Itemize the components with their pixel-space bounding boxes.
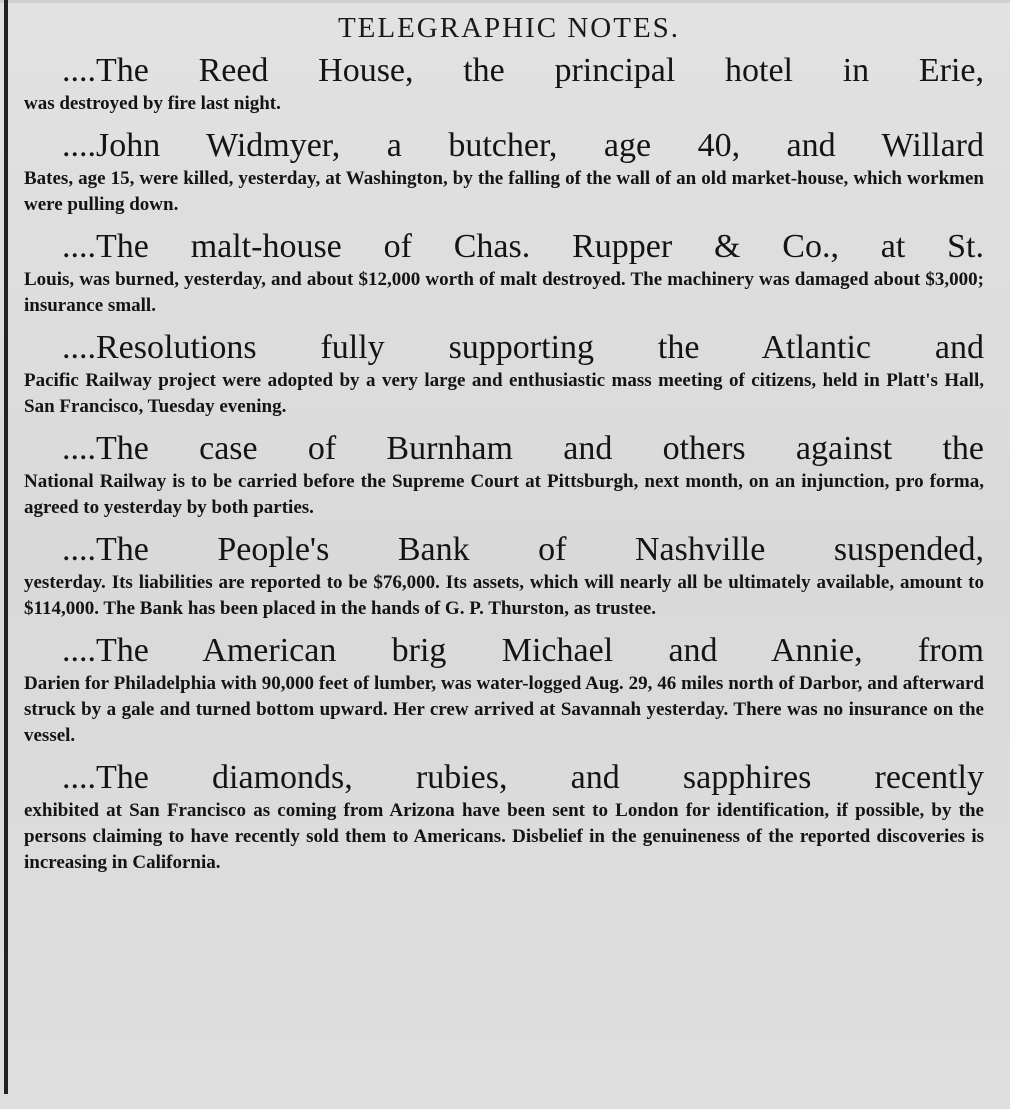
article-column — [24, 12, 984, 885]
news-item-lead: ....The case of Burnham and others against the — [62, 430, 984, 467]
news-item-body: Darien for Philadelphia with 90,000 feet of lumber, was water-logged Aug. 29, 46 miles north of Darbor, and afterward struck by a gale and turned bottom upward. Her crew arrived at Savannah yesterday. There was no insurance on the vessel. — [24, 673, 984, 746]
news-item — [24, 429, 984, 521]
news-item — [24, 126, 984, 218]
news-item-lead: ....Resolutions fully supporting the Atlantic and — [62, 329, 984, 366]
column-rule — [4, 0, 8, 1094]
news-item-lead: ....John Widmyer, a butcher, age 40, and Willard — [62, 127, 984, 164]
top-edge — [0, 0, 1010, 3]
news-item — [24, 227, 984, 319]
news-item-body: Pacific Railway project were adopted by a very large and enthusiastic mass meeting of citizens, held in Platt's Hall, San Francisco, Tuesday evening. — [24, 370, 984, 417]
news-item-body: Bates, age 15, were killed, yesterday, at Washington, by the falling of the wall of an old market-house, which workmen were pulling down. — [24, 168, 984, 215]
news-item — [24, 631, 984, 749]
news-item-body: was destroyed by fire last night. — [24, 93, 281, 114]
news-item-body: yesterday. Its liabilities are reported to be $76,000. Its assets, which will nearly all be ultimately available, amount to $114,000. The Bank has been placed in the hands of G. P. Thurston, as trustee. — [24, 572, 984, 619]
news-item — [24, 758, 984, 876]
news-item-body: exhibited at San Francisco as coming from Arizona have been sent to London for identification, if possible, by the persons claiming to have recently sold them to Americans. Disbelief in the genuineness of the reported discoveries is increasing in California. — [24, 800, 984, 873]
news-item-lead: ....The People's Bank of Nashville suspended, — [62, 531, 984, 568]
news-item-lead: ....The diamonds, rubies, and sapphires recently — [62, 759, 984, 796]
news-item-body: National Railway is to be carried before the Supreme Court at Pittsburgh, next month, on an injunction, pro forma, agreed to yesterday by both parties. — [24, 471, 984, 518]
news-item — [24, 51, 984, 117]
news-item-lead: ....The malt-house of Chas. Rupper & Co., at St. — [62, 228, 984, 265]
news-item-lead: ....The American brig Michael and Annie, from — [62, 632, 984, 669]
section-heading: TELEGRAPHIC NOTES. — [337, 12, 681, 44]
news-item-lead: ....The Reed House, the principal hotel in Erie, — [62, 52, 984, 89]
news-item-body: Louis, was burned, yesterday, and about $12,000 worth of malt destroyed. The machinery was damaged about $3,000; insurance small. — [24, 269, 984, 316]
news-item — [24, 328, 984, 420]
news-item — [24, 530, 984, 622]
